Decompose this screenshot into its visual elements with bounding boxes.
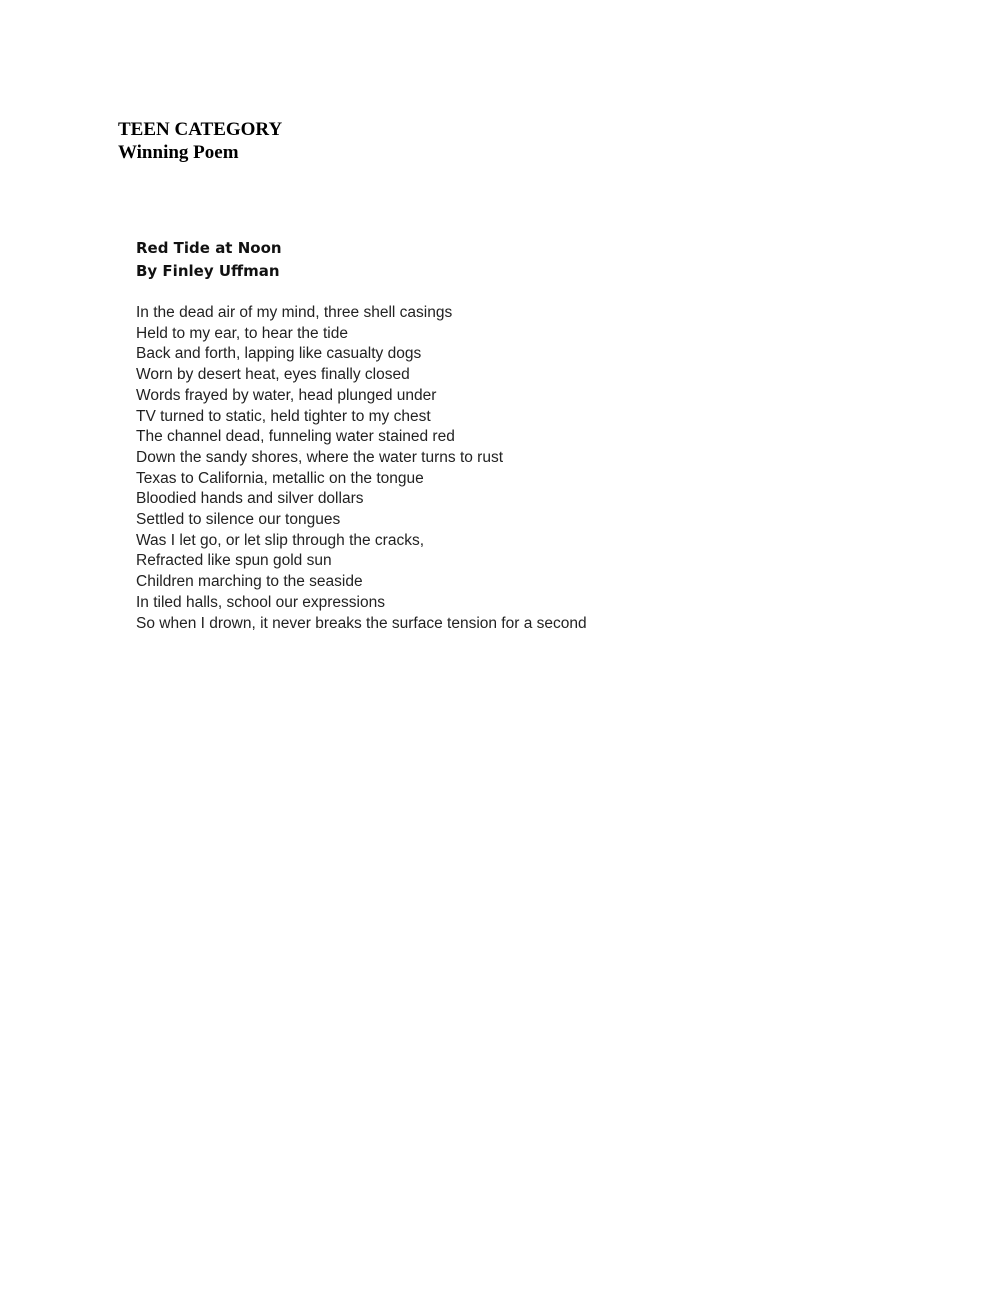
poem-byline: By Finley Uffman bbox=[136, 262, 280, 280]
poem-line: The channel dead, funneling water stained red bbox=[136, 428, 455, 446]
poem-line: Down the sandy shores, where the water turns to rust bbox=[136, 448, 504, 466]
poem-line: Settled to silence our tongues bbox=[136, 511, 341, 529]
poem-line: Worn by desert heat, eyes finally closed bbox=[136, 366, 410, 384]
poem-title: Red Tide at Noon bbox=[136, 239, 282, 257]
page-header bbox=[118, 118, 282, 164]
poem-line: Was I let go, or let slip through the cracks, bbox=[136, 531, 425, 549]
poem-line: Held to my ear, to hear the tide bbox=[136, 324, 348, 342]
category-heading: TEEN CATEGORY bbox=[118, 119, 283, 140]
poem-line: So when I drown, it never breaks the surface tension for a second bbox=[136, 614, 587, 632]
poem-line: Children marching to the seaside bbox=[136, 573, 363, 591]
category-subtitle: Winning Poem bbox=[118, 142, 239, 163]
poem-line: In the dead air of my mind, three shell casings bbox=[136, 304, 453, 321]
poem-block bbox=[136, 237, 587, 634]
poem-line: Refracted like spun gold sun bbox=[136, 552, 332, 570]
poem-line: In tiled halls, school our expressions bbox=[136, 593, 385, 611]
poem-lines bbox=[136, 303, 587, 634]
poem-heading bbox=[136, 237, 587, 283]
poem-line: TV turned to static, held tighter to my chest bbox=[136, 407, 431, 425]
poem-line: Texas to California, metallic on the tongue bbox=[136, 469, 424, 487]
poem-line: Words frayed by water, head plunged under bbox=[136, 386, 437, 404]
poem-line: Back and forth, lapping like casualty dogs bbox=[136, 345, 422, 363]
poem-line: Bloodied hands and silver dollars bbox=[136, 490, 364, 508]
